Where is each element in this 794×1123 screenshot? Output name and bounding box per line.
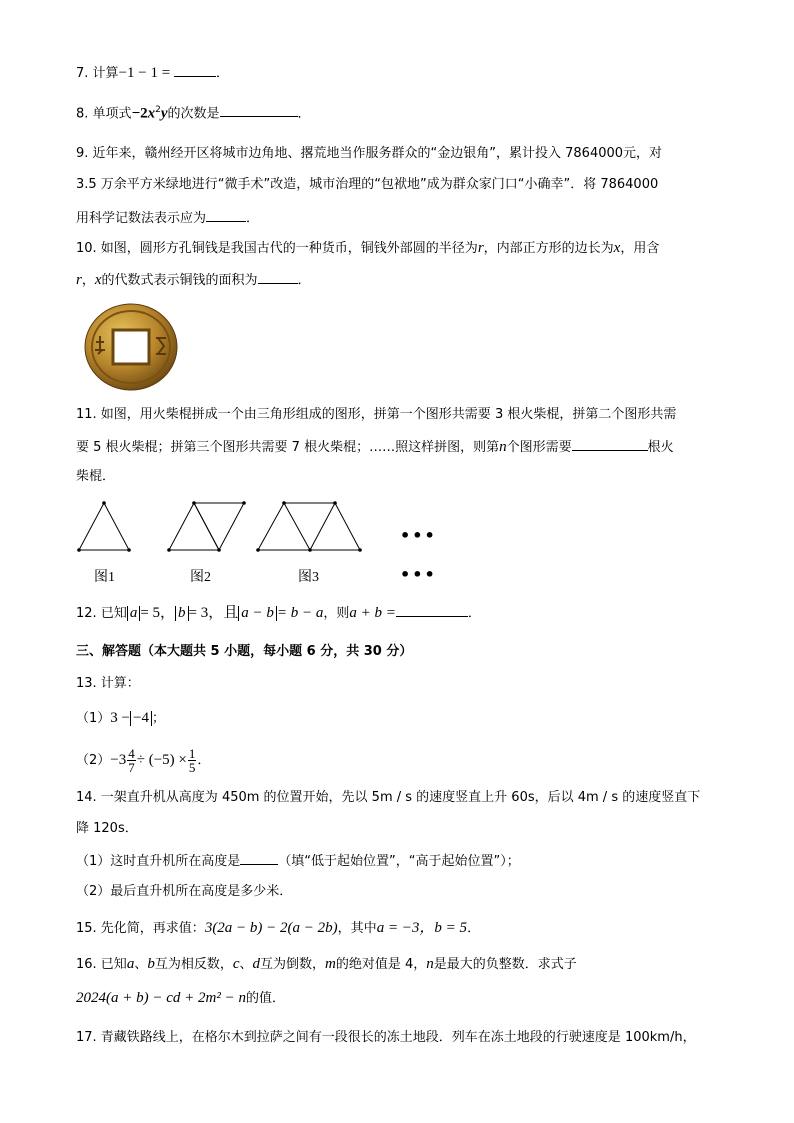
q13-frac2-den: 5: [188, 760, 196, 775]
q10-text-c: ，用含: [620, 241, 660, 256]
figure-1-triangle: [79, 503, 129, 550]
ellipsis-dots-top: •••: [400, 526, 437, 545]
q15-text-b: ，其中: [337, 921, 377, 936]
q11-text-b: 个图形需要: [506, 440, 572, 455]
q8-var-x: x: [147, 105, 156, 122]
figure-3-caption: 图3: [298, 570, 319, 585]
q13-frac1-den: 7: [128, 760, 135, 775]
q13-p2-end: ．: [197, 753, 211, 768]
section-3-heading: 三、解答题（本大题共 5 小题，每小题 6 分，共 30 分）: [76, 644, 413, 659]
q10-var-x: x: [613, 240, 621, 256]
q16-sep2: 、: [239, 957, 253, 972]
q16-text-c: 互为倒数，: [260, 957, 326, 972]
q9-end: ．: [246, 211, 260, 226]
q10-answer-blank: [258, 269, 298, 284]
question-13-title: 13. 计算：: [76, 676, 140, 691]
q12-eq3: = b − a: [276, 605, 324, 621]
q12-sum: a + b =: [349, 605, 396, 621]
q8-exponent: 2: [155, 105, 161, 115]
q8-text-b: 的次数是: [167, 106, 220, 122]
q13-p2-whole: −3: [110, 752, 127, 768]
q10-var-r: r: [477, 240, 484, 256]
q12-end: ．: [467, 606, 481, 621]
q16-expression: 2024(a + b) − cd + 2m² − n: [76, 990, 246, 1006]
q16-text-a: 16. 已知: [76, 957, 127, 972]
q12-eq2: = 3，且: [188, 605, 239, 621]
question-9-line-2: 3.5 万余平方米绿地进行“微手术”改造，城市治理的“包袱地”成为群众家门口“小确幸”．将 7864000: [76, 177, 659, 192]
q10-sep: ，: [81, 273, 95, 288]
q9-text: 用科学记数法表示应为: [76, 211, 207, 226]
q12-number: 12.: [76, 606, 101, 621]
question-11-line-2: [76, 436, 674, 458]
question-9-line-3: [76, 207, 259, 229]
q8-coefficient: −2: [131, 105, 148, 122]
question-7: [76, 62, 229, 84]
q10-text-d: 的代数式表示铜钱的面积为: [101, 273, 258, 288]
question-8: [76, 100, 311, 124]
question-16-line-2: [76, 988, 285, 1009]
question-9-line-1: 9. 近年来，赣州经开区将城市边角地、撂荒地当作服务群众的“金边银角”，累计投入 7864000元，对: [76, 146, 663, 161]
q11-answer-blank: [572, 436, 648, 451]
q12-abs-a-minus-b: a − b: [238, 606, 277, 621]
q16-var-d: d: [252, 956, 261, 972]
q16-var-n: n: [426, 956, 434, 972]
q15-text: 15. 先化简，再求值：: [76, 921, 205, 936]
q12-answer-blank: [396, 602, 468, 617]
q12-eq1: = 5，: [140, 605, 176, 621]
q16-var-a: a: [126, 956, 135, 972]
q12-abs-a: a: [127, 606, 141, 621]
q14-p1-text: （1）这时直升机所在高度是: [76, 854, 241, 869]
q11-var-n: n: [499, 439, 507, 455]
q14-answer-blank: [240, 850, 278, 865]
coin-image: [82, 302, 180, 392]
q12-abs-b: b: [175, 606, 189, 621]
question-10-line-1: [76, 238, 659, 259]
question-10-line-2: [76, 269, 311, 291]
q13-p1-end: ；: [151, 711, 165, 726]
q8-text: 单项式: [92, 106, 132, 122]
q11-text-c: 根火: [647, 440, 674, 455]
q8-answer-blank: [220, 102, 298, 117]
question-14-line-2: 降 120s．: [76, 821, 138, 836]
q13-p1-label: （1）: [76, 711, 111, 726]
question-11-line-1: 11. 如图，用火柴棍拼成一个由三角形组成的图形，拼第一个图形共需要 3 根火柴棍，拼第二个图形共需: [76, 407, 677, 422]
matchstick-figures: [70, 496, 370, 556]
q16-text-e: 是最大的负整数．求式子: [433, 957, 577, 972]
q8-number: 8.: [76, 106, 93, 122]
q8-end: ．: [297, 106, 311, 122]
q13-p1-abs: −4: [130, 711, 152, 726]
figure-2-caption: 图2: [190, 570, 211, 585]
q10-text-b: ，内部正方形的边长为: [483, 241, 614, 256]
q13-p2-middle: ÷ (−5) ×: [136, 752, 187, 768]
question-14-line-1: 14. 一架直升机从高度为 450m 的位置开始，先以 5m / s 的速度竖直上升 60s，后以 4m / s 的速度竖直下: [76, 790, 701, 805]
question-16-line-1: [76, 954, 577, 975]
q13-frac1-num: 4: [128, 746, 135, 761]
q10-var-x2: x: [94, 272, 102, 288]
q7-text: 计算: [92, 66, 119, 81]
q16-var-b: b: [147, 956, 155, 972]
question-14-part-2: （2）最后直升机所在高度是多少米．: [76, 884, 293, 899]
q13-p1-expr: 3 −: [110, 710, 130, 726]
q7-number: 7.: [76, 66, 93, 81]
q16-var-c: c: [232, 956, 240, 972]
q11-text-a: 要 5 根火柴棍；拼第三个图形共需要 7 根火柴棍；……照这样拼图，则第: [76, 440, 500, 455]
q10-end: ．: [297, 273, 311, 288]
q7-end: ．: [215, 66, 229, 81]
ellipsis-dots-bottom: •••: [400, 565, 437, 584]
question-15: [76, 918, 480, 939]
q7-expression: −1 − 1 =: [118, 65, 174, 81]
q8-var-y: y: [160, 105, 168, 122]
q15-condition: a = −3，b = 5: [376, 920, 468, 936]
q13-p2-label: （2）: [76, 753, 111, 768]
question-13-part-1: [76, 708, 165, 729]
q12-then: ，则: [323, 606, 350, 621]
q7-answer-blank: [174, 62, 216, 77]
q10-var-r2: r: [76, 272, 82, 288]
q9-answer-blank: [206, 207, 246, 222]
figure-1-caption: 图1: [94, 570, 115, 585]
q12-text: 已知: [100, 606, 127, 621]
q16-text-d: 的绝对值是 4，: [335, 957, 427, 972]
q16-end: 的值．: [245, 991, 285, 1006]
q16-var-m: m: [325, 956, 336, 972]
q13-frac2-num: 1: [188, 746, 196, 761]
q16-text-b: 互为相反数，: [154, 957, 233, 972]
q14-p1-hint: （填“低于起始位置”，“高于起始位置”）；: [278, 854, 520, 869]
q16-sep1: 、: [134, 957, 148, 972]
question-17-line-1: 17. 青藏铁路线上，在格尔木到拉萨之间有一段很长的冻土地段．列车在冻土地段的行驶速度是 100km/h，: [76, 1030, 696, 1045]
q10-text-a: 10. 如图，圆形方孔铜钱是我国古代的一种货币，铜钱外部圆的半径为: [76, 241, 478, 256]
q15-expression: 3(2a − b) − 2(a − 2b): [204, 920, 338, 936]
question-12: [76, 602, 481, 624]
q13-p2-fraction-1: [127, 747, 136, 774]
question-14-part-1: [76, 850, 520, 872]
q15-end: ．: [467, 921, 481, 936]
question-11-line-3: 柴棍．: [76, 469, 116, 484]
question-13-part-2: [76, 744, 210, 777]
q13-p2-fraction-2: [188, 747, 197, 774]
